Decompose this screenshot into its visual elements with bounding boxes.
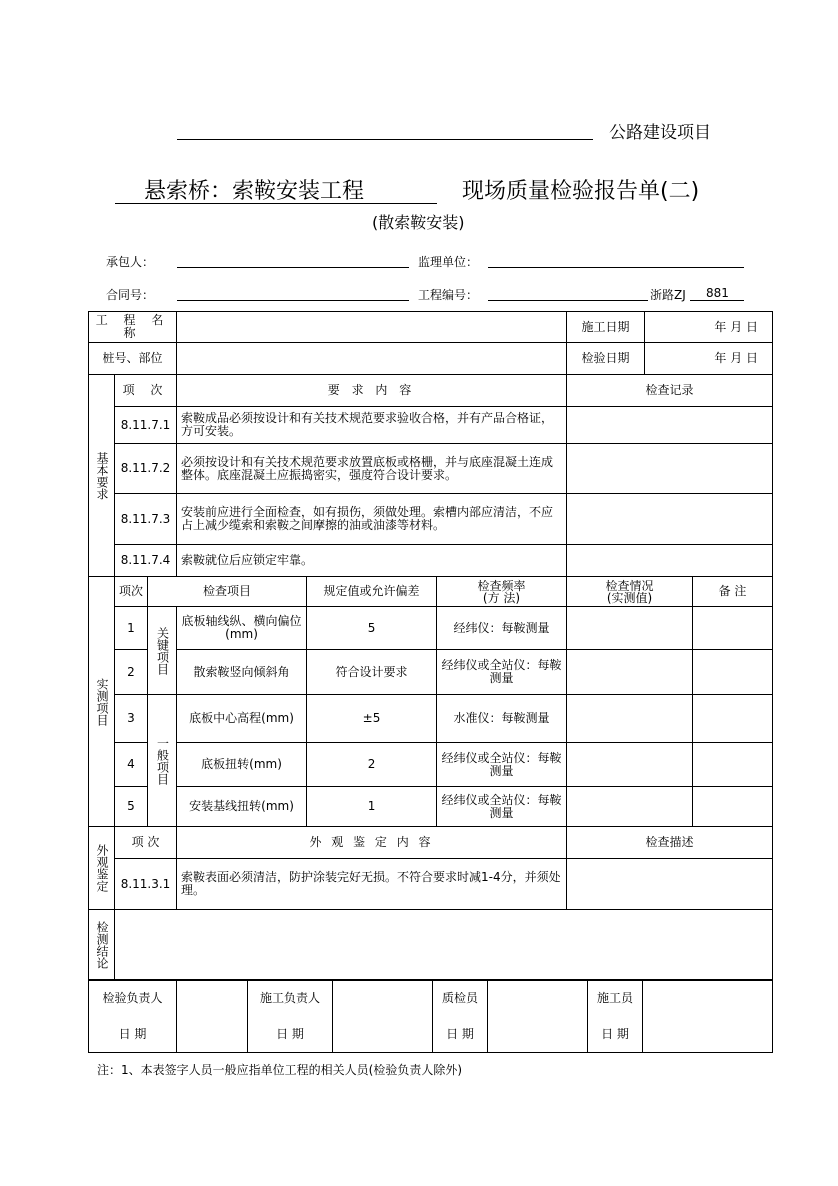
supervisor-label: 监理单位： bbox=[418, 255, 479, 269]
basic-record-cell[interactable] bbox=[567, 407, 773, 444]
measured-item: 底板中心高程(mm) bbox=[177, 695, 307, 743]
measured-method: 经纬仪或全站仪：每鞍测量 bbox=[437, 787, 567, 827]
appearance-code: 8.11.3.1 bbox=[115, 859, 177, 910]
subtitle: (散索鞍安装) bbox=[372, 213, 465, 232]
measured-col-note: 备 注 bbox=[693, 577, 773, 607]
basic-record-cell[interactable] bbox=[567, 545, 773, 577]
footnote: 注：1、本表签字人员一般应指单位工程的相关人员(检验负责人除外) bbox=[97, 1063, 463, 1077]
inspection-date-cell[interactable]: 年 月 日 bbox=[645, 343, 773, 375]
inspector-signature-cell[interactable] bbox=[177, 980, 248, 1053]
measured-method: 经纬仪或全站仪：每鞍测量 bbox=[437, 650, 567, 695]
appearance-text: 索鞍表面必须清洁，防护涂装完好无损。不符合要求时减1-4分，并须处理。 bbox=[177, 859, 567, 910]
basic-text: 索鞍成品必须按设计和有关技术规范要求验收合格，并有产品合格证，方可安装。 bbox=[177, 407, 567, 444]
measured-section-label: 实测项目 bbox=[89, 577, 115, 827]
measured-spec: 5 bbox=[307, 607, 437, 650]
conclusion-cell[interactable] bbox=[115, 910, 773, 981]
project-name-cell[interactable] bbox=[177, 312, 567, 343]
measured-no: 3 bbox=[115, 695, 148, 743]
measured-no: 1 bbox=[115, 607, 148, 650]
basic-code: 8.11.7.2 bbox=[115, 444, 177, 494]
construction-date-label: 施工日期 bbox=[567, 312, 645, 343]
quality-signature-cell[interactable] bbox=[488, 980, 588, 1053]
measured-result-cell[interactable] bbox=[567, 743, 693, 787]
measured-no: 5 bbox=[115, 787, 148, 827]
project-name-label: 工 程 名 称 bbox=[89, 312, 177, 343]
measured-note-cell[interactable] bbox=[693, 695, 773, 743]
construction-lead-signature-cell[interactable] bbox=[333, 980, 433, 1053]
basic-code: 8.11.7.4 bbox=[115, 545, 177, 577]
measured-method: 水准仪：每鞍测量 bbox=[437, 695, 567, 743]
basic-col-record: 检查记录 bbox=[567, 375, 773, 407]
appearance-section-label: 外观鉴定 bbox=[89, 827, 115, 910]
form-prefix: 浙路ZJ bbox=[650, 288, 686, 302]
contract-no-label: 合同号： bbox=[106, 288, 155, 302]
measured-spec: ±5 bbox=[307, 695, 437, 743]
appearance-col-content: 外 观 鉴 定 内 容 bbox=[177, 827, 567, 859]
inspection-table bbox=[88, 311, 773, 981]
measured-col-spec: 规定值或允许偏差 bbox=[307, 577, 437, 607]
form-number-underline bbox=[690, 300, 744, 301]
measured-col-item: 检查项目 bbox=[148, 577, 307, 607]
supervisor-field[interactable] bbox=[488, 267, 744, 268]
measured-result-cell[interactable] bbox=[567, 787, 693, 827]
basic-text: 安装前应进行全面检查，如有损伤，须做处理。索槽内部应清洁，不应占上减少缆索和索鞍之间摩擦的油或油漆等材料。 bbox=[177, 494, 567, 545]
measured-result-cell[interactable] bbox=[567, 607, 693, 650]
construction-lead-label: 施工负责人 日 期 bbox=[248, 980, 333, 1053]
measured-no: 4 bbox=[115, 743, 148, 787]
contract-no-field[interactable] bbox=[177, 300, 409, 301]
construction-date-cell[interactable]: 年 月 日 bbox=[645, 312, 773, 343]
general-items-label: 一般项目 bbox=[148, 695, 177, 827]
title-right: 现场质量检验报告单(二) bbox=[462, 179, 700, 204]
signature-table bbox=[88, 979, 773, 1053]
project-no-label: 工程编号： bbox=[418, 288, 479, 302]
form-number: 881 bbox=[706, 286, 729, 300]
basic-text: 索鞍就位后应锁定牢靠。 bbox=[177, 545, 567, 577]
basic-record-cell[interactable] bbox=[567, 494, 773, 545]
conclusion-section-label: 检测结论 bbox=[89, 910, 115, 981]
contractor-label: 承包人： bbox=[106, 255, 155, 269]
quality-label: 质检员 日 期 bbox=[433, 980, 488, 1053]
basic-col-item: 项 次 bbox=[115, 375, 177, 407]
project-name-blank[interactable] bbox=[177, 139, 593, 140]
measured-item: 散索鞍竖向倾斜角 bbox=[177, 650, 307, 695]
contractor-field[interactable] bbox=[177, 267, 409, 268]
basic-code: 8.11.7.1 bbox=[115, 407, 177, 444]
measured-result-cell[interactable] bbox=[567, 650, 693, 695]
basic-text: 必须按设计和有关技术规范要求放置底板或格栅，并与底座混凝土连成整体。底座混凝土应振捣密实，强度符合设计要求。 bbox=[177, 444, 567, 494]
measured-col-no: 项次 bbox=[115, 577, 148, 607]
worker-label: 施工员 日 期 bbox=[588, 980, 643, 1053]
basic-col-content: 要 求 内 容 bbox=[177, 375, 567, 407]
measured-note-cell[interactable] bbox=[693, 607, 773, 650]
project-label: 公路建设项目 bbox=[609, 123, 711, 143]
measured-item: 安装基线扭转(mm) bbox=[177, 787, 307, 827]
appearance-col-item: 项 次 bbox=[115, 827, 177, 859]
worker-signature-cell[interactable] bbox=[643, 980, 773, 1053]
inspector-label: 检验负责人 日 期 bbox=[89, 980, 177, 1053]
measured-spec: 1 bbox=[307, 787, 437, 827]
station-label: 桩号、部位 bbox=[89, 343, 177, 375]
project-no-field[interactable] bbox=[488, 300, 648, 301]
measured-method: 经纬仪：每鞍测量 bbox=[437, 607, 567, 650]
measured-spec: 2 bbox=[307, 743, 437, 787]
key-items-label: 关键项目 bbox=[148, 607, 177, 695]
title-left: 悬索桥：索鞍安装工程 bbox=[144, 179, 365, 204]
basic-record-cell[interactable] bbox=[567, 444, 773, 494]
basic-code: 8.11.7.3 bbox=[115, 494, 177, 545]
measured-note-cell[interactable] bbox=[693, 787, 773, 827]
measured-col-result: 检查情况 (实测值) bbox=[567, 577, 693, 607]
measured-method: 经纬仪或全站仪：每鞍测量 bbox=[437, 743, 567, 787]
basic-section-label: 基本要求 bbox=[89, 375, 115, 577]
appearance-col-desc: 检查描述 bbox=[567, 827, 773, 859]
station-cell[interactable] bbox=[177, 343, 567, 375]
measured-note-cell[interactable] bbox=[693, 650, 773, 695]
appearance-desc-cell[interactable] bbox=[567, 859, 773, 910]
measured-note-cell[interactable] bbox=[693, 743, 773, 787]
inspection-date-label: 检验日期 bbox=[567, 343, 645, 375]
measured-result-cell[interactable] bbox=[567, 695, 693, 743]
measured-col-freq: 检查频率 (方 法) bbox=[437, 577, 567, 607]
measured-item: 底板扭转(mm) bbox=[177, 743, 307, 787]
measured-spec: 符合设计要求 bbox=[307, 650, 437, 695]
measured-item: 底板轴线纵、横向偏位(mm) bbox=[177, 607, 307, 650]
measured-no: 2 bbox=[115, 650, 148, 695]
